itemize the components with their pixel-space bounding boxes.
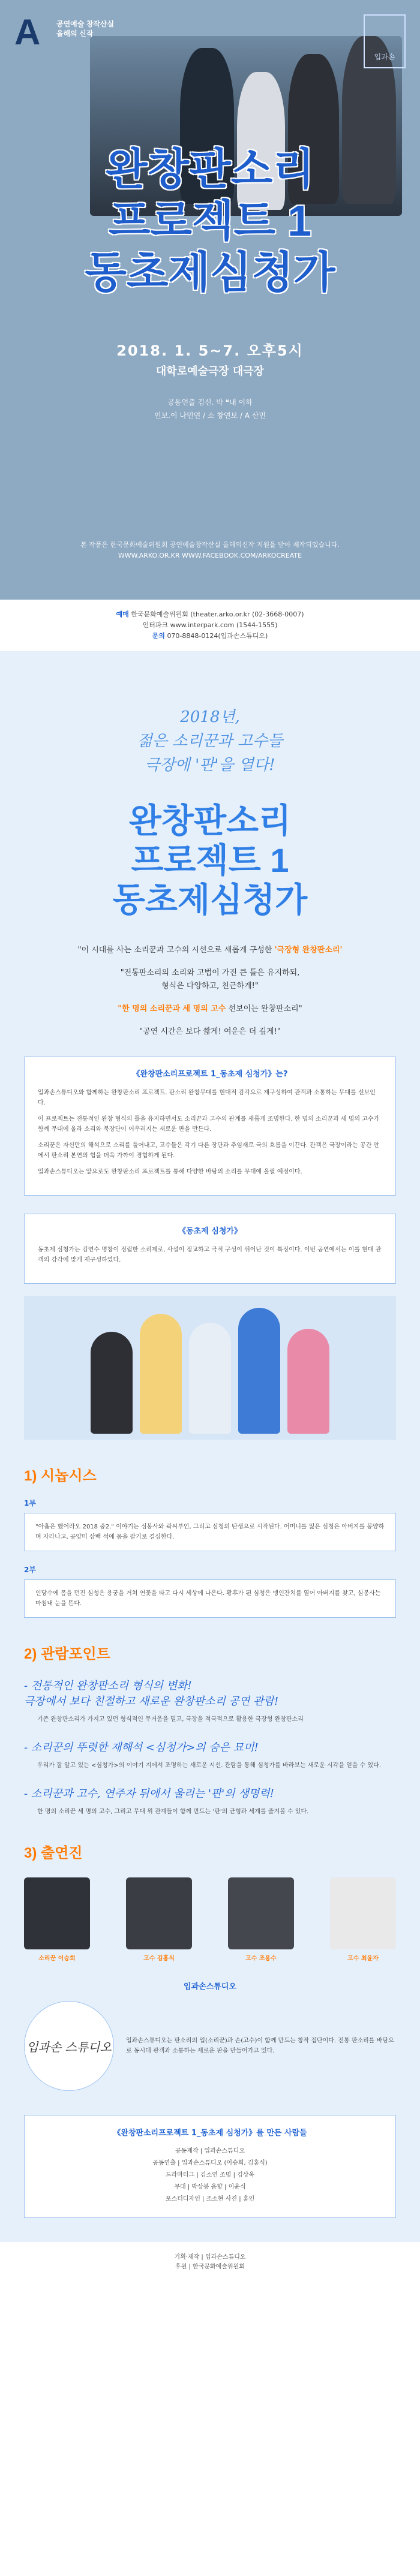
dongcho-title: 《동초제 심청가》 (178, 1227, 242, 1236)
detail-section (0, 651, 420, 2242)
intro-q1: "이 시대를 사는 소리꾼과 고수의 시선으로 새롭게 구성한 (77, 946, 272, 955)
cast-name: 고수 조용수 (245, 1955, 277, 1962)
synopsis-title: 1) 시놉시스 (24, 1468, 97, 1484)
ticket-info (0, 600, 420, 651)
about-paragraph: 소리꾼은 자신만의 해석으로 소리를 풀어내고, 고수들은 각기 다른 장단과 추임새로 극의 흐름을 이끈다. 관객은 극장이라는 공간 안에서 판소리 본연의 힘을 더욱 가까이 경험하게 된다. (38, 1142, 380, 1159)
about-box (24, 1057, 396, 1196)
poster-title-line: 동초제심청가 (85, 249, 335, 297)
cast-member (126, 1877, 192, 1962)
cast-member (330, 1877, 396, 1962)
footer-produce: 기획·제작 | 입과손스튜디오 (174, 2254, 246, 2261)
poster-date: 2018. 1. 5~7. 오후5시 (116, 342, 304, 359)
intro-q1-highlight: '극장형 완창판소리' (274, 946, 343, 955)
footer-support: 후원 | 한국문화예술위원회 (175, 2264, 245, 2270)
staff-line: 무대 | 박상봉 음향 | 이윤식 (174, 2184, 246, 2190)
arko-logo-icon: A (14, 12, 41, 52)
group-photo (24, 1296, 396, 1440)
reserve-label: 예매 (116, 610, 129, 618)
reserve-text[interactable]: 한국문화예술위원회 (theater.arko.or.kr (02-3668-0007) (131, 610, 304, 618)
inquiry-label: 문의 (152, 632, 165, 640)
staff-line: 공동제작 | 입과손스튜디오 (175, 2148, 245, 2154)
intro-q4: "공연 시간은 보다 짧게! 여운은 더 깊게!" (139, 1027, 281, 1036)
synopsis-part-text: "아홉은 했어라오 2018 중2." 이야기는 심봉사와 곽씨부인, 그리고 심청의 탄생으로 시작된다. 어머니를 잃은 심청은 아버지를 봉양하며 자라나고, 공양미 삼백 석에 몸을 팔기로 결심한다. (24, 1513, 396, 1551)
big-title-line: 프로젝트 1 (131, 841, 289, 879)
cast-title: 3) 출연진 (24, 1845, 83, 1861)
credit-line: 공동연출 김신. 박 ❝내 이하 (167, 398, 253, 407)
credit-line: 인보.이 나민연 / 소 창연보 / A 산민 (154, 411, 266, 420)
point-head: - 소리꾼의 뚜렷한 재해석 <심청가>의 숨은 묘미! (24, 1741, 259, 1754)
calligraphy-line: 2018년, (180, 708, 240, 726)
poster-notice: 본 작품은 한국문화예술위원회 공연예술창작산실 올해의신작 지원을 받아 제작되었습니다. (80, 541, 340, 549)
cast-name: 고수 김홍식 (143, 1955, 175, 1962)
calligraphy-line: 젊은 소리꾼과 고수들 (137, 732, 283, 750)
cast-photo (330, 1877, 396, 1949)
poster-title-line: 완창판소리 (106, 146, 314, 194)
about-paragraph: 입과손스튜디오는 앞으로도 완창판소리 프로젝트를 통해 다양한 바탕의 소리를 무대에 올릴 예정이다. (38, 1169, 302, 1175)
point-desc: 우리가 잘 알고 있는 <심청가>의 이야기 지에서 조명하는 새로운 시선. 관람을 통해 심청가를 바라보는 새로운 시각을 얻을 수 있다. (37, 1762, 381, 1769)
dongcho-text: 동초제 심청가는 김연수 명창이 정립한 소리제로, 사설이 정교하고 극적 구성이 뛰어난 것이 특징이다. 이번 공연에서는 이를 현대 관객의 감각에 맞게 재구성하였다. (38, 1247, 382, 1263)
interpark-text[interactable]: 인터파크 www.interpark.com (1544-1555) (142, 621, 278, 629)
point-head: - 소리꾼과 고수, 연주자 뒤에서 울리는 '판'의 생명력! (24, 1787, 274, 1800)
point-desc: 기존 완창판소리가 가지고 있던 형식적인 무거움을 덜고, 극장을 적극적으로 활용한 극장형 완창판소리 (37, 1716, 304, 1723)
staff-line: 드라마터그 | 김소연 조명 | 김상욱 (165, 2172, 255, 2178)
synopsis-part-label: 1부 (24, 1499, 36, 1507)
staff-title: 《완창판소리프로젝트 1_동초제 심청가》를 만든 사람들 (113, 2129, 307, 2138)
cast-member (228, 1877, 294, 1962)
intro-q2: "전통판소리의 소리와 고법이 가진 큰 틀은 유지하되, (120, 968, 300, 977)
company-desc: 입과손스튜디오는 판소리의 입(소리꾼)과 손(고수)이 함께 만드는 창작 집단이다. 전통 판소리를 바탕으로 동시대 관객과 소통하는 새로운 판을 만들어가고 있다. (126, 2038, 394, 2054)
cast-member (24, 1877, 90, 1962)
person-figure (140, 1314, 182, 1434)
calligraphy-headline (24, 669, 396, 777)
cast-name: 소리꾼 이승희 (38, 1955, 76, 1962)
poster-title-line: 프로젝트 1 (108, 197, 312, 245)
company-logo-small (364, 14, 406, 68)
intro-q2b: 형식은 다양하고, 친근하게!" (161, 982, 259, 991)
big-title-line: 동초제심청가 (112, 881, 308, 919)
company-logo: 입과손 스튜디오 (24, 2001, 114, 2091)
company-title: 입과손스튜디오 (184, 1982, 236, 1991)
person-figure (287, 1329, 329, 1434)
point-head-line: - 전통적인 완창판소리 형식의 변화! (24, 1680, 192, 1692)
arko-logo (14, 12, 115, 52)
person-figure (238, 1308, 280, 1434)
poster-title (0, 144, 420, 299)
intro-q3: 선보이는 완창판소리" (228, 1004, 302, 1013)
point-head-line: 극장에서 보다 친절하고 새로운 완창판소리 공연 관람! (24, 1695, 279, 1708)
point-desc: 한 명의 소리꾼 세 명의 고수, 그리고 무대 위 관계들이 함께 만드는 '판'의 균형과 세계를 즐겨볼 수 있다. (37, 1808, 309, 1815)
calligraphy-line: 극장에 '판'을 열다! (145, 756, 275, 774)
about-paragraph: 입과손스튜디오와 함께하는 완창판소리 프로젝트. 판소리 완창무대를 현대적 감각으로 재구성하여 관객과 소통하는 무대를 선보인다. (38, 1090, 376, 1106)
cast-list (24, 1877, 396, 1962)
person-figure (91, 1332, 133, 1434)
intro-quotes (24, 944, 396, 1039)
big-title (24, 801, 396, 920)
cast-name: 고수 최윤자 (347, 1955, 379, 1962)
point-head (24, 1678, 396, 1710)
synopsis-part-text: 인당수에 몸을 던진 심청은 용궁을 거쳐 연꽃을 타고 다시 세상에 나온다. 황후가 된 심청은 맹인잔치를 열어 아버지를 찾고, 심봉사는 마침내 눈을 뜬다. (24, 1579, 396, 1618)
dongcho-box (24, 1214, 396, 1284)
points-title: 2) 관람포인트 (24, 1646, 110, 1662)
synopsis-part-label: 2부 (24, 1566, 36, 1574)
cast-photo (228, 1877, 294, 1949)
big-title-line: 완창판소리 (128, 802, 292, 839)
staff-line: 공동연출 | 입과손스튜디오 (이승희, 김홍식) (152, 2160, 268, 2166)
poster-venue: 대학로예술극장 대극장 (155, 365, 265, 378)
footer (0, 2242, 420, 2290)
intro-q3-highlight: "한 명의 소리꾼과 세 명의 고수 (118, 1004, 226, 1013)
person-figure (189, 1323, 231, 1434)
company-row (24, 2001, 396, 2091)
company-logo-text: 입과손 (374, 53, 395, 61)
staff-line: 포스터디자인 | 조소현 사진 | 홍인 (165, 2196, 255, 2202)
inquiry-text: 070-8848-0124(입과손스튜디오) (167, 632, 268, 640)
staff-box (24, 2115, 396, 2218)
org-sub: 올해의 신작 (56, 29, 94, 38)
poster-credits (0, 396, 420, 422)
poster (0, 0, 420, 600)
cast-photo (24, 1877, 90, 1949)
poster-sites: WWW.ARKO.OR.KR WWW.FACEBOOK.COM/ARKOCREATE (118, 552, 302, 559)
cast-photo (126, 1877, 192, 1949)
org-top: 공연예술 창작산실 (56, 20, 115, 28)
about-paragraph: 이 프로젝트는 전통적인 완창 형식의 틀을 유지하면서도 소리꾼과 고수의 관계를 새롭게 조명한다. 한 명의 소리꾼과 세 명의 고수가 함께 무대에 올라 소리와 북장단이 어우러지는 새로운 판을 만든다. (38, 1116, 380, 1133)
about-title: 《완창판소리프로젝트 1_동초제 심청가》는? (132, 1070, 288, 1079)
poster-bottom (0, 540, 420, 561)
